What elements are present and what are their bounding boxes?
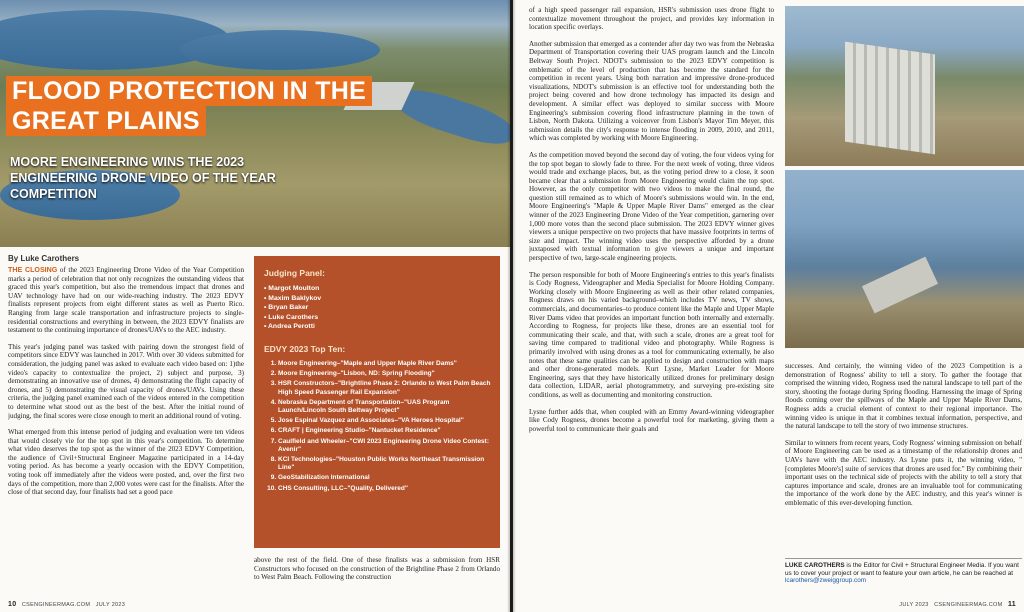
paragraph: Similar to winners from recent years, Cody Rogness' winning submission on behalf of Moore Engineering can be used as a timestamp of the relationship drones and UAVs have with the AEC industry. As Lysne puts it, the winning video, "[completes Moore's] suite of services that drones are used for." By combining their important uses on the technical side of projects with the ability to tell a story that captures importance and scale, drones are an invaluable tool for communicating the importance of the work done by the AEC industry, and this year's winner is emblematic of this ever-developing function. xyxy=(785,438,1022,507)
judge-item: • Luke Carothers xyxy=(264,313,321,323)
page-number: 10 xyxy=(8,601,17,608)
sidebar-panel xyxy=(254,256,500,548)
top-ten-item: 10. CHS Consulting, LLC–"Quality, Delivered" xyxy=(278,485,498,493)
top-ten-item: 8. KCI Technologies–"Houston Public Works Northeast Transmission Line" xyxy=(278,456,498,472)
top-ten-item: 3. HSR Constructors–"Brightline Phase 2: Orlando to West Palm Beach High Speed Passenger Rail Expansion" xyxy=(278,380,498,396)
top-ten-list xyxy=(260,360,498,495)
headline-line-2: GREAT PLAINS xyxy=(6,106,206,136)
top-ten-item: 6. CRAFT | Engineering Studio–"Nantucket Residence" xyxy=(278,427,498,435)
spillway-photo-2 xyxy=(785,170,1024,348)
author-bio xyxy=(785,558,1022,585)
judge-item: • Andrea Perotti xyxy=(264,322,321,332)
judges-list xyxy=(264,284,321,332)
top-ten-item: 7. Caulfield and Wheeler–"CWI 2023 Engineering Drone Video Contest: Avenir" xyxy=(278,438,498,454)
footer-date: JULY 2023 xyxy=(899,602,929,608)
left-page xyxy=(0,0,510,612)
article-column-4 xyxy=(785,362,1022,550)
paragraph: The person responsible for both of Moore Engineering's entries to this year's finalists is Cody Rogness, Videographer and Media Specialist for Moore Holding Company. Working closely with Moore Engineering as well as their other related companies, Rogness draws on his varied background–which includes TV news, TV shows, commercials, and documentaries–to produce content like the Maple and Upper Maple River Dams video that provides an important function both internally and externally. According to Rogness, for projects like these, drones are an essential tool for communicating their scale, and that, with such a scale, drones are a great tool for saving time compared to traditional video and photography. While Rogness is primarily involved with using drones as a tool for communicating externally, he also notes that these same qualities can be applied to design and construction with maps and other drone-generated models. Kurt Lysne, Market Leader for Moore Engineering, says that they have historically utilized drones for preliminary design data collection, LIDAR, aerial photogrammetry, and surveying pre-existing site conditions, as well as documenting and monitoring construction. xyxy=(529,270,774,399)
footer-site: CSENGINEERMAG.COM xyxy=(21,602,91,608)
right-page xyxy=(513,0,1024,612)
paragraph: of the 2023 Engineering Drone Video of the Year Competition marks a period of celebration that not only recognizes the outstanding videos that graced this year's competition, but also the tremendous impact that drones and UAV technology have had on our wide-reaching industry. The 2023 EDVY finalists represent projects from eight different states as well as Puerto Rico. Ranging from large scale transportation and infrastructure projects to single-residential constructions and everything in between, the 2023 EDVY finalists are testament to the continuing importance of drones/UAVs to the AEC industry. xyxy=(8,266,244,335)
subheadline: MOORE ENGINEERING WINS THE 2023 ENGINEERING DRONE VIDEO OF THE YEAR COMPETITION xyxy=(10,155,276,201)
page-number: 11 xyxy=(1008,601,1016,608)
paragraph: Another submission that emerged as a contender after day two was from the Nebraska Department of Transportation covering their UAS program launch and the Lincoln Beltway South Project. NDOT's submission to the 2023 EDVY competition is emblematic of the level of production that has become the standard for the competition in recent years. Using both narration and impressive drone-produced visualizations, NDOT's submission is an effective tool for understanding both the project being covered and how drone technology has impacted its design and development. A similar effect was deployed to similar success with Moore Engineering's submission covering flood infrastructure planning in the town of Lisbon, North Dakota. Utilizing a voiceover from Lisbon's Mayor Tim Meyer, this submission details the city's response to intense flooding in 2009, 2010, and 2011, which was completed by working with Moore Engineering. xyxy=(529,39,774,143)
paragraph: Lysne further adds that, when coupled with an Emmy Award-winning videographer like Cody Rogness, drones become a powerful tool for marketing, giving them a powerful tool to communicate their goals and xyxy=(529,407,774,433)
top-ten-heading: EDVY 2023 Top Ten: xyxy=(264,344,346,354)
top-ten-item: 2. Moore Engineering–"Lisbon, ND: Spring Flooding" xyxy=(278,370,498,378)
paragraph: successes. And certainly, the winning video of the 2023 Competition is a demonstration of Rogness' ability to tell a story. To gather the footage that comprised the winning video, Rogness used the natural landscape to tell part of the story, shooting the footage during Spring flooding. Harnessing the image of Spring floods coming over the spillways of the Maple and Upper Maple River Dams, Rogness adds a crucial element of context to their regional importance. The winning video is unique in that it combines textual information, perspective, and the natural landscape to tell the story of two immense structures. xyxy=(785,362,1022,431)
bio-email-link[interactable]: lcarothers@zweiggroup.com xyxy=(785,577,867,585)
paragraph: As the competition moved beyond the second day of voting, the four videos vying for the top spot began to slowly fade to three. For the next week of voting, three videos would trade and exchange places, but, as the voting period drew to a close, it soon became clear that a submission from Moore Engineering would claim the top spot. However, as the only competitor with two videos to make the final round, the question still remained as to which of Moore's submissions would win. In the end, Moore Engineering's "Maple & Upper Maple River Dams" emerged as the clear winner of the 2023 Engineering Drone Video of the Year competition, garnering over 1,000 more votes than the second place submission. The 2023 EDVY winner gives viewers a unique perspective on two projects that have massive footprints in terms of size and impact. The winning video uses the perspective afforded by a drone juxtaposed with textual information to give viewers a unique and important perspective of two, large-scale engineering projects. xyxy=(529,150,774,263)
bio-text: is the Editor for Civil + Structural Engineer Media. If you want us to cover your project or want to feature your own article, he can be reached at xyxy=(785,562,1019,577)
paragraph: What emerged from this intense period of judging and evaluation were ten videos that would closely vie for the top spot in this year's competition. To determine what video deserves the top spot as the winner of the 2023 EDVY Competition, the audience of Civil+Structural Engineer Magazine participated in a 14-day voting period. As has become a yearly occasion with the EDVY Competition, voting took off immediately after the videos were posted, and, over the first two days of the competition, more than 2,000 votes were cast for the finalists. After the close of that second day, four finalists had set a good pace xyxy=(8,428,244,497)
paragraph: of a high speed passenger rail expansion, HSR's submission uses drone flight to contextualize movement throughout the project, and provides key information in location specific overlays. xyxy=(529,6,774,32)
paragraph: above the rest of the field. One of these finalists was a submission from HSR Constructors who focused on the construction of the Brightline Phase 2 from Orlando to West Palm Beach. Following the construction xyxy=(254,556,500,582)
spillway-photo-1 xyxy=(785,6,1024,166)
top-ten-item: 5. Jose Espinal Vazquez and Associates–"VA Heroes Hospital" xyxy=(278,417,498,425)
article-column-2 xyxy=(254,556,500,598)
bio-name: LUKE CAROTHERS xyxy=(785,562,845,569)
byline: By Luke Carothers xyxy=(8,254,80,263)
footer-site: CSENGINEERMAG.COM xyxy=(934,602,1003,608)
top-ten-item: 1. Moore Engineering–"Maple and Upper Maple River Dams" xyxy=(278,360,498,368)
spread-gutter xyxy=(507,0,516,612)
footer-date: JULY 2023 xyxy=(95,602,126,608)
top-ten-item: 4. Nebraska Department of Transportation–"UAS Program Launch/Lincoln South Beltway Project" xyxy=(278,399,498,415)
article-column-3 xyxy=(529,6,774,606)
lead-in: THE CLOSING xyxy=(8,266,58,274)
right-footer xyxy=(899,601,1016,608)
judge-item: • Bryan Baker xyxy=(264,303,321,313)
top-ten-item: 9. GeoStabilization International xyxy=(278,474,498,482)
left-footer xyxy=(8,601,125,608)
article-column-1 xyxy=(8,266,244,602)
judge-item: • Maxim Baklykov xyxy=(264,294,321,304)
headline-line-1: FLOOD PROTECTION IN THE xyxy=(6,76,372,106)
judging-panel-heading: Judging Panel: xyxy=(264,268,325,278)
paragraph: This year's judging panel was tasked with pairing down the strongest field of competitors since EDVY was launched in 2017. With over 30 videos submitted for consideration, the judging panel was asked to evaluate each video based on: 1)the video's capacity to contextualize the project, 2) subject and purpose, 3) demonstrating an innovative use of drones, 4) demonstrating the flight capacity of drones, and 5) demonstrating the visual capacity of drones/UAVs. Using these criteria, the judging panel examined each of the videos entered in the competition to determine what stood out as the best of the best. After the initial round of judging, the final scores were close enough to merit an additional round of voting. xyxy=(8,342,244,420)
judge-item: • Margot Moulton xyxy=(264,284,321,294)
